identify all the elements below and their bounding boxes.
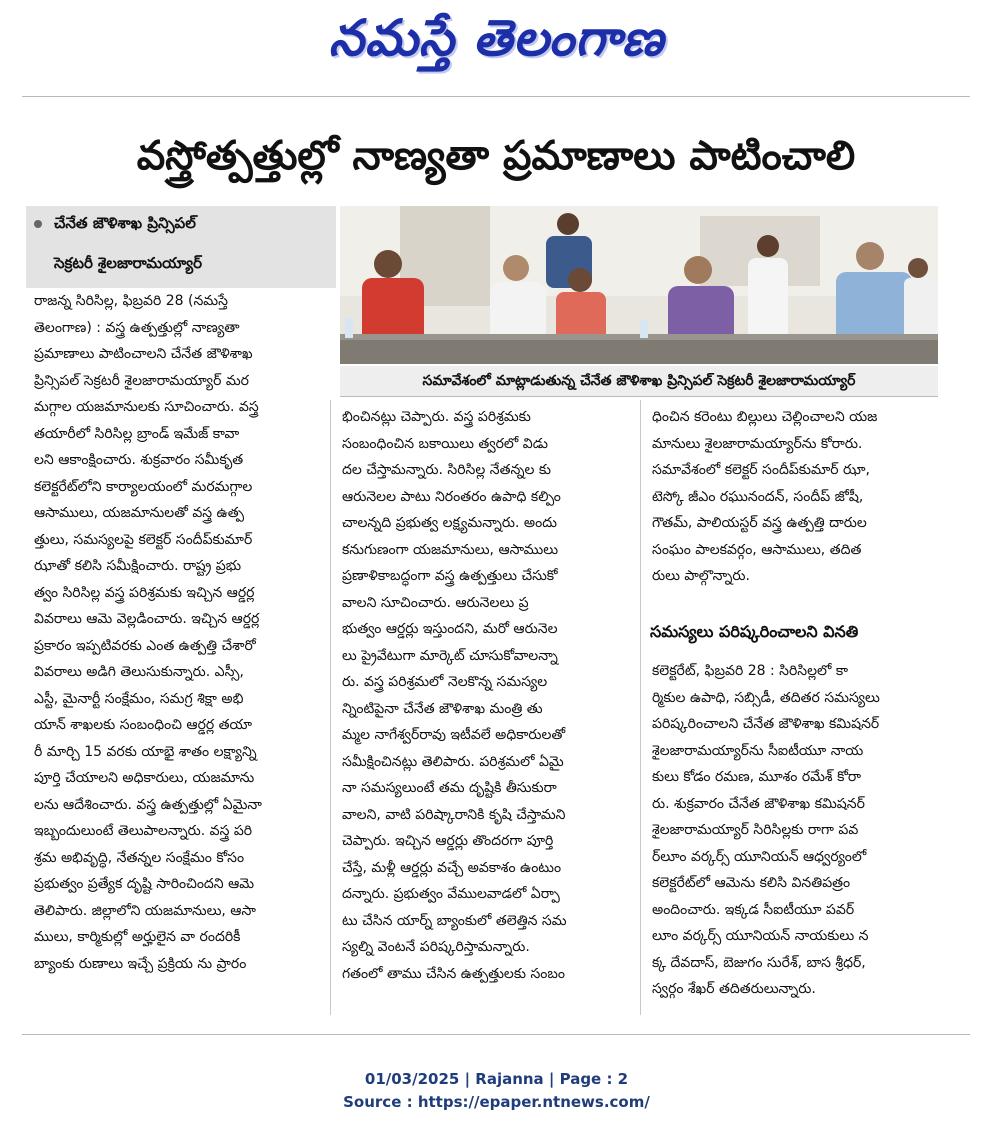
bullet-icon xyxy=(34,220,42,228)
masthead-rule xyxy=(22,96,970,97)
masthead-title: నమస్తే తెలంగాణ xyxy=(328,8,665,67)
article-column-3-top: ధించిన కరెంటు బిల్లులు చెల్లించాలని యజ మానులు శైలజారామయ్యార్‌ను కోరారు. సమావేశంలో కలెక్టర్ సందీప్‌కుమార్ ఝా, టెస్కో జీఎం రఘునందన్, సందీప్ జోషీ, గౌతమ్, పాలియస్టర్ వస్త్ర ఉత్పత్తి దారుల సంఘం పాలకవర్గం, ఆసాములు, తదిత రులు పాల్గొన్నారు. xyxy=(652,409,878,584)
column-divider-1 xyxy=(330,400,331,1015)
article-column-2: భించినట్లు చెప్పారు. వస్త్ర పరిశ్రమకు సంబంధించిన బకాయిలు త్వరలో విడు దల చేస్తామన్నారు. సిరిసిల్ల నేతన్నల కు ఆరునెలల పాటు నిరంతరం ఉపాధి కల్పిం చాలన్నది ప్రభుత్వ లక్ష్యమన్నారు. అందు కనుగుణంగా యజమానులు, ఆసాములు ప్రణాళికాబద్ధంగా వస్త్ర ఉత్పత్తులు చేసుకో వాలని సూచించారు. ఆరునెలలు ప్ర భుత్వం ఆర్డర్లు ఇస్తుందని, మరో ఆరునెల లు ప్రైవేటుగా మార్కెట్ చూసుకోవాలన్నా రు. వస్త్ర పరిశ్రమలో నెలకొన్న సమస్యల న్నింటిపైనా చేనేత జౌళిశాఖ మంత్రి తు మ్మల నాగేశ్వర్‌రావు ఇటీవలే అధికారులతో సమీక్షించినట్లు తెలిపారు. పరిశ్రమలో ఏమై నా సమస్యలుంటే తమ దృష్టికి తీసుకురా వాలని, వాటి పరిష్కారానికి కృషి చేస్తామని చెప్పారు. ఇచ్చిన ఆర్డర్లు తొందరగా పూర్తి చేస్తే, మళ్లీ ఆర్డర్లు వచ్చే అవకాశం ఉంటుం దన్నారు. ప్రభుత్వం వేములవాడలో ఏర్పా టు చేసిన యార్న్ బ్యాంకులో తలెత్తిన సమ స్యల్ని వెంటనే పరిష్కరిస్తామన్నారు. గతంలో తాము చేసిన ఉత్పత్తులకు సంబం xyxy=(342,409,567,982)
article-column-1: రాజన్న సిరిసిల్ల, ఫిబ్రవరి 28 (నమస్తే తెలంగాణ) : వస్త్ర ఉత్పత్తుల్లో నాణ్యతా ప్రమాణాలు పాటించాలని చేనేత జౌళిశాఖ ప్రిన్సిపల్ సెక్రటరీ శైలజారామయ్యార్ మర మగ్గాల యజమానులకు సూచించారు. వస్త్ర తయారీలో సిరిసిల్ల బ్రాండ్ ఇమేజ్ కావా లని ఆకాంక్షించారు. శుక్రవారం సమీకృత కలెక్టరేట్‌లోని కార్యాలయంలో మరమగ్గాల ఆసాములు, యజమానులతో వస్త్ర ఉత్ప త్తులు, సమస్యలపై కలెక్టర్ సందీప్‌కుమార్ ఝాతో కలిసి సమీక్షించారు. రాష్ట్ర ప్రభు త్వం సిరిసిల్ల వస్త్ర పరిశ్రమకు ఇచ్చిన ఆర్డర్ల వివరాలు ఆమె వెల్లడించారు. ఇచ్చిన ఆర్డర్ల ప్రకారం ఇప్పటివరకు ఎంత ఉత్పత్తి చేశారో వివరాలు అడిగి తెలుసుకున్నారు. ఎస్సీ, ఎస్టీ, మైనార్టీ సంక్షేమం, సమగ్ర శిక్షా అభి యాన్ శాఖలకు సంబంధించి ఆర్డర్ల తయా రీ మార్చి 15 వరకు యాభై శాతం లక్ష్యాన్ని పూర్తి చేయాలని అధికారులు, యజమాను లను ఆదేశించారు. వస్త్ర ఉత్పత్తుల్లో ఏమైనా ఇబ్బందులుంటే తెలుపాలన్నారు. వస్త్ర పరి శ్రమ అభివృద్ధి, నేతన్నల సంక్షేమం కోసం ప్రభుత్వం ప్రత్యేక దృష్టి సారించిందని ఆమె తెలిపారు. జిల్లాలోని యజమానులు, ఆసా ములు, కార్మికుల్లో అర్హులైన వా రందరికీ బ్యాంకు రుణాలు ఇచ్చే ప్రక్రియ ను ప్రారం xyxy=(34,293,262,972)
photo-caption: సమావేశంలో మాట్లాడుతున్న చేనేత జౌళిశాఖ ప్రిన్సిపల్ సెక్రటరీ శైలజారామయ్యార్ xyxy=(340,366,938,397)
column-divider-2 xyxy=(640,400,641,1015)
footer-source: Source : https://epaper.ntnews.com/ xyxy=(343,1093,650,1111)
sub-headline: సమస్యలు పరిష్కరించాలని వినతి xyxy=(650,622,859,641)
meeting-photo xyxy=(340,206,938,364)
highlight-box xyxy=(26,206,336,288)
masthead xyxy=(0,8,993,76)
footer-rule xyxy=(22,1034,970,1035)
article-column-3-bottom: కలెక్టరేట్, ఫిబ్రవరి 28 : సిరిసిల్లలో కా ర్మికుల ఉపాధి, సబ్సిడీ, తదితర సమస్యలు పరిష్కరించాలని చేనేత జౌళిశాఖ కమిషనర్ శైలజారామయ్యార్‌ను సీఐటీయూ నాయ కులు కోడం రమణ, మూశం రమేశ్ కోరా రు. శుక్రవారం చేనేత జౌళిశాఖ కమిషనర్ శైలజారామయ్యార్ సిరిసిల్లకు రాగా పవ ర్‌లూం వర్కర్స్ యూనియన్ ఆధ్వర్యంలో కలెక్టరేట్‌లో ఆమెను కలిసి వినతిపత్రం అందించారు. ఇక్కడ సీఐటీయూ పవర్ లూం వర్కర్స్ యూనియన్ నాయకులు న క్క దేవదాస్, బెజుగం సురేశ్, బాస శ్రీధర్, స్వర్గం శేఖర్ తదితరులున్నారు. xyxy=(652,663,880,997)
meeting-photo-image xyxy=(340,206,938,364)
highlight-line-1: చేనేత జౌళిశాఖ ప్రిన్సిపల్ xyxy=(54,214,196,232)
headline: వస్త్రోత్పత్తుల్లో నాణ్యతా ప్రమాణాలు పాటించాలి xyxy=(136,133,856,179)
footer-date-edition: 01/03/2025 | Rajanna | Page : 2 xyxy=(364,1070,629,1088)
highlight-line-2: సెక్రటరీ శైలజారామయ్యార్ xyxy=(54,254,202,272)
